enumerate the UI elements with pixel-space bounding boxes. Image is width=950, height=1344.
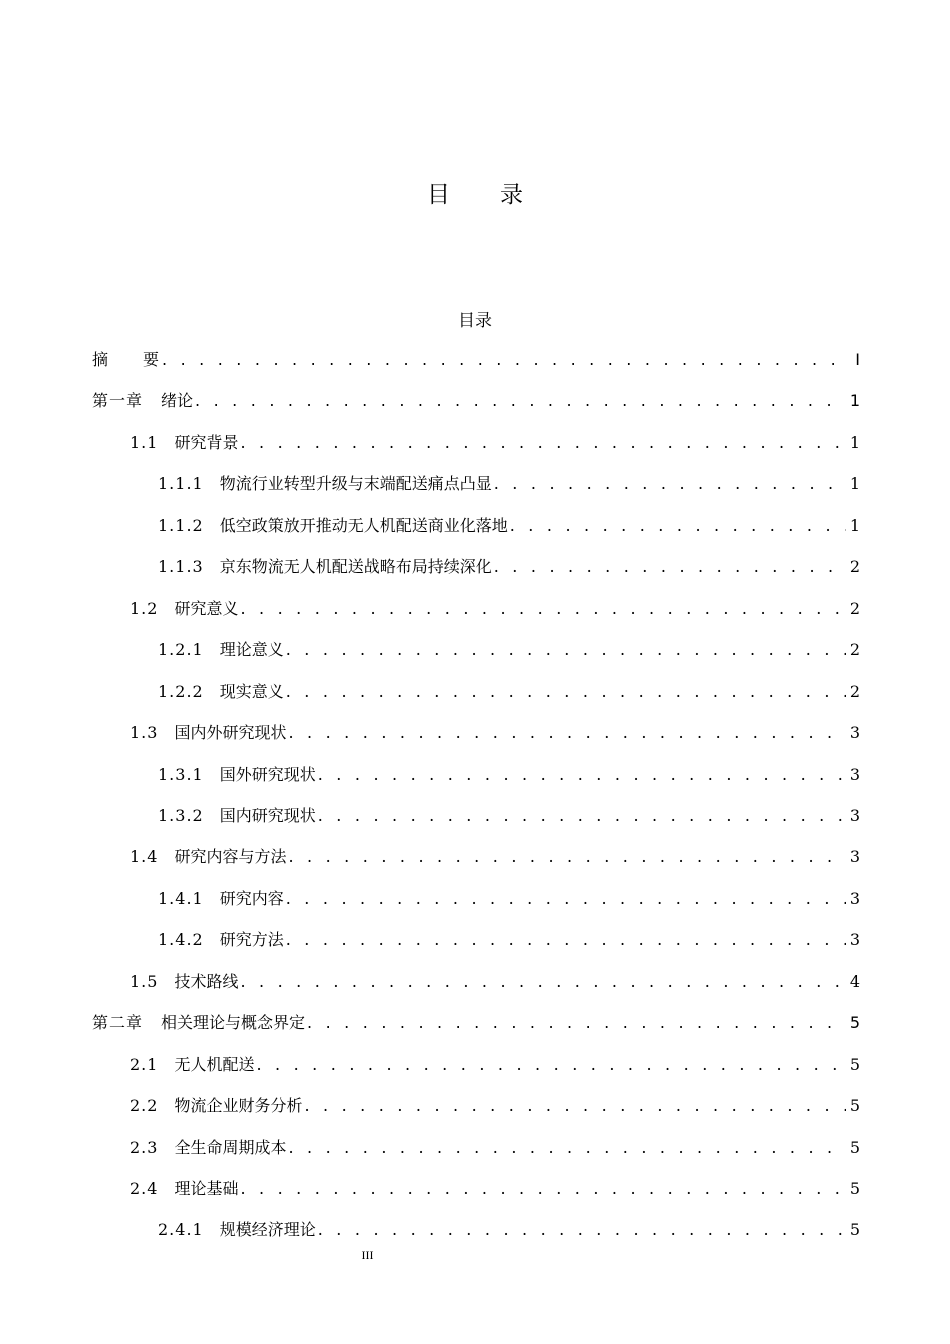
toc-dot-leader [307, 1003, 846, 1043]
toc-entry-number: 1.1.3 [158, 557, 204, 577]
page-title-part2: 录 [500, 182, 523, 208]
toc-entry-number: 2.2 [130, 1096, 159, 1116]
toc-entry-number: 1.4.2 [158, 930, 204, 950]
toc-entry[interactable] [158, 672, 860, 712]
toc-entry-title: 研究方法 [219, 930, 284, 950]
toc-heading: 目录 [458, 311, 492, 331]
toc-entry[interactable] [158, 464, 860, 504]
toc-entry-title: 相关理论与概念界定 [161, 1013, 306, 1033]
toc-entry-number: 1.1.1 [158, 474, 204, 494]
toc-dot-leader [240, 589, 845, 629]
toc-entry[interactable] [158, 920, 860, 960]
toc-entry-page: 3 [849, 930, 860, 950]
toc-entry[interactable] [158, 506, 860, 546]
toc-entry-page: 1 [849, 391, 860, 411]
toc-entry-page: 5 [849, 1013, 860, 1033]
toc-dot-leader [510, 506, 846, 546]
toc-entry-title: 全生命周期成本 [174, 1137, 287, 1157]
toc-dot-leader [318, 755, 846, 795]
toc-entry-number: 1.4.1 [158, 888, 204, 908]
toc-entry-number: 1.1 [130, 432, 159, 452]
toc-entry-title: 绪论 [161, 391, 194, 411]
toc-entry-page: 3 [849, 847, 860, 867]
toc-entry-title: 研究内容与方法 [174, 847, 287, 867]
toc-entry-page: 5 [849, 1179, 860, 1198]
toc-entry-page: 2 [849, 681, 860, 701]
toc-entry-page: 3 [849, 888, 860, 908]
toc-entry-number: 2.3 [130, 1137, 159, 1157]
toc-entry-title: 研究内容 [219, 888, 284, 908]
toc-entry-title: 现实意义 [219, 681, 284, 701]
toc-entry-number: 1.3.1 [158, 764, 204, 784]
toc-entry[interactable] [130, 837, 860, 877]
toc-entry[interactable] [92, 340, 860, 380]
page-title [0, 176, 950, 209]
toc-entry[interactable] [130, 962, 860, 1002]
toc-entry-number: 1.2.1 [158, 640, 204, 660]
toc-entry-page: 1 [849, 515, 860, 535]
toc-entry-number: 摘 要 [92, 350, 161, 369]
toc-entry[interactable] [92, 381, 860, 421]
toc-entry-page: I [855, 350, 860, 369]
toc-entry-title: 京东物流无人机配送战略布局持续深化 [219, 557, 492, 577]
toc-entry[interactable] [130, 1169, 860, 1209]
toc-entry[interactable] [130, 589, 860, 629]
toc-dot-leader [162, 340, 848, 380]
toc-entry-title: 技术路线 [174, 971, 239, 991]
toc-entry-page: 5 [849, 1054, 860, 1074]
toc-entry-page: 1 [849, 432, 860, 452]
toc-entry[interactable] [158, 630, 860, 670]
toc-dot-leader [288, 1128, 845, 1168]
toc-entry[interactable] [92, 1003, 860, 1043]
toc-entry[interactable] [130, 423, 860, 463]
toc-entry-number: 2.4.1 [158, 1220, 204, 1240]
toc-entry-number: 2.4 [130, 1179, 159, 1198]
toc-entry-page: 2 [849, 598, 860, 618]
toc-entry-number: 1.1.2 [158, 515, 204, 535]
toc-entry-title: 国外研究现状 [219, 764, 316, 784]
page-number-footer: III [361, 1248, 374, 1262]
toc-entry-number: 1.3 [130, 723, 159, 743]
toc-dot-leader [494, 547, 846, 587]
toc-dot-leader [288, 713, 845, 753]
toc-dot-leader [286, 879, 846, 919]
toc-entry[interactable] [158, 547, 860, 587]
toc-dot-leader [240, 962, 845, 1002]
toc-dot-leader [304, 1086, 845, 1126]
toc-entry-page: 3 [849, 723, 860, 743]
toc-dot-leader [286, 920, 846, 960]
toc-entry-title: 理论基础 [174, 1179, 239, 1198]
toc-entry-title: 研究背景 [174, 432, 239, 452]
toc-entry[interactable] [158, 879, 860, 919]
toc-entry-page: 5 [849, 1096, 860, 1116]
toc-entry-page: 2 [849, 640, 860, 660]
toc-dot-leader [286, 672, 846, 712]
toc-entry-page: 5 [849, 1137, 860, 1157]
toc-entry[interactable] [158, 1210, 860, 1250]
toc-entry-number: 1.2.2 [158, 681, 204, 701]
toc-entry-title: 无人机配送 [174, 1054, 255, 1074]
toc-entry[interactable] [130, 1128, 860, 1168]
toc-dot-leader [288, 837, 845, 877]
toc-entry[interactable] [130, 1045, 860, 1085]
toc-entry-title: 国内外研究现状 [174, 723, 287, 743]
toc-entry-page: 1 [849, 474, 860, 494]
toc-entry-number: 1.2 [130, 598, 159, 618]
toc-entry-title: 国内研究现状 [219, 805, 316, 825]
toc-entry-number: 2.1 [130, 1054, 159, 1074]
toc-entry[interactable] [130, 1086, 860, 1126]
toc-entry[interactable] [158, 755, 860, 795]
page-title-part1: 目 [427, 182, 450, 208]
toc-dot-leader [240, 423, 845, 463]
toc-entry-page: 2 [849, 557, 860, 577]
toc-entry-page: 3 [849, 805, 860, 825]
toc-entry-title: 规模经济理论 [219, 1220, 316, 1240]
toc-dot-leader [286, 630, 846, 670]
toc-dot-leader [318, 1210, 846, 1250]
toc-dot-leader [240, 1169, 845, 1209]
toc-entry-title: 物流行业转型升级与末端配送痛点凸显 [219, 474, 492, 494]
toc-entry-number: 第二章 [92, 1013, 144, 1033]
toc-entry-number: 第一章 [92, 391, 144, 411]
toc-entry-title: 理论意义 [219, 640, 284, 660]
toc-entry-title: 研究意义 [174, 598, 239, 618]
toc-dot-leader [318, 796, 846, 836]
toc-entry-title: 物流企业财务分析 [174, 1096, 303, 1116]
toc-entry[interactable] [130, 713, 860, 753]
toc-entry-number: 1.3.2 [158, 805, 204, 825]
toc-entry-page: 3 [849, 764, 860, 784]
toc-entry-number: 1.5 [130, 971, 159, 991]
toc-dot-leader [195, 381, 846, 421]
toc-entry[interactable] [158, 796, 860, 836]
toc-entry-title: 低空政策放开推动无人机配送商业化落地 [219, 515, 508, 535]
toc-entry-page: 4 [849, 971, 860, 991]
toc-entry-page: 5 [849, 1220, 860, 1240]
toc-dot-leader [256, 1045, 845, 1085]
toc-dot-leader [494, 464, 846, 504]
toc-entry-number: 1.4 [130, 847, 159, 867]
